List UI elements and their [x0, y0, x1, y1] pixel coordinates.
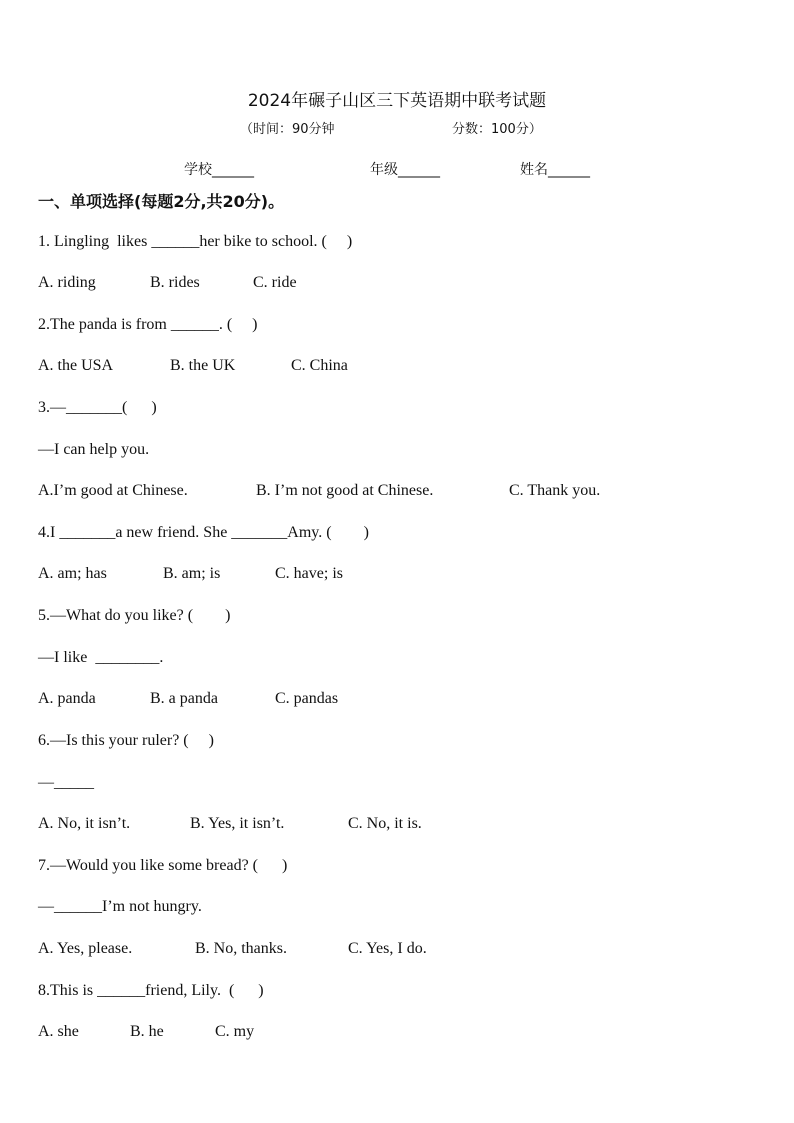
question-7-option-a: A. Yes, please. — [38, 940, 133, 957]
question-1-option-c: C. ride — [253, 274, 297, 291]
name-field: 姓名______ — [520, 162, 590, 178]
question-5-option-b: B. a panda — [150, 690, 218, 707]
question-5-option-c: C. pandas — [275, 690, 339, 707]
question-4-option-b: B. am; is — [163, 565, 221, 582]
question-3-dialogue: —I can help you. — [38, 441, 150, 458]
question-3-option-a: A.I’m good at Chinese. — [38, 482, 188, 499]
question-3-stem: 3.—_______( ) — [38, 399, 157, 416]
question-7-stem: 7.—Would you like some bread? ( ) — [38, 857, 288, 874]
question-5-option-a: A. panda — [38, 690, 96, 707]
question-6-option-b: B. Yes, it isn’t. — [190, 815, 285, 832]
question-5-dialogue: —I like ________. — [38, 649, 164, 666]
question-4-stem: 4.I _______a new friend. She _______Amy. ( ) — [38, 524, 369, 541]
question-1-stem: 1. Lingling likes ______her bike to school. ( ) — [38, 233, 353, 250]
question-6-option-c: C. No, it is. — [348, 815, 422, 832]
question-4-option-a: A. am; has — [38, 565, 107, 582]
question-5-stem: 5.—What do you like? ( ) — [38, 607, 231, 624]
exam-score: 分数：100分） — [452, 122, 542, 137]
question-1-option-a: A. riding — [38, 274, 96, 291]
question-2-option-b: B. the UK — [170, 357, 236, 374]
question-6-stem: 6.—Is this your ruler? ( ) — [38, 732, 214, 749]
question-1-option-b: B. rides — [150, 274, 200, 291]
question-7-option-b: B. No, thanks. — [195, 940, 287, 957]
question-2-option-a: A. the USA — [38, 357, 114, 374]
question-8-option-a: A. she — [38, 1023, 79, 1040]
question-8-option-c: C. my — [215, 1023, 255, 1040]
exam-time: （时间：90分钟 — [240, 122, 335, 137]
section-heading: 一、单项选择(每题2分,共20分)。 — [38, 192, 285, 211]
question-2-option-c: C. China — [291, 357, 348, 374]
question-7-dialogue: —______I’m not hungry. — [38, 898, 202, 915]
question-8-option-b: B. he — [130, 1023, 164, 1040]
question-6-option-a: A. No, it isn’t. — [38, 815, 131, 832]
question-2-stem: 2.The panda is from ______. ( ) — [38, 316, 258, 333]
school-field: 学校______ — [184, 162, 254, 178]
question-7-option-c: C. Yes, I do. — [348, 940, 427, 957]
question-4-option-c: C. have; is — [275, 565, 343, 582]
question-8-stem: 8.This is ______friend, Lily. ( ) — [38, 982, 264, 999]
exam-title: 2024年碾子山区三下英语期中联考试题 — [247, 91, 547, 111]
question-6-dialogue: —_____ — [38, 774, 94, 791]
question-3-option-b: B. I’m not good at Chinese. — [256, 482, 434, 499]
question-3-option-c: C. Thank you. — [509, 482, 601, 499]
grade-field: 年级______ — [370, 162, 440, 178]
